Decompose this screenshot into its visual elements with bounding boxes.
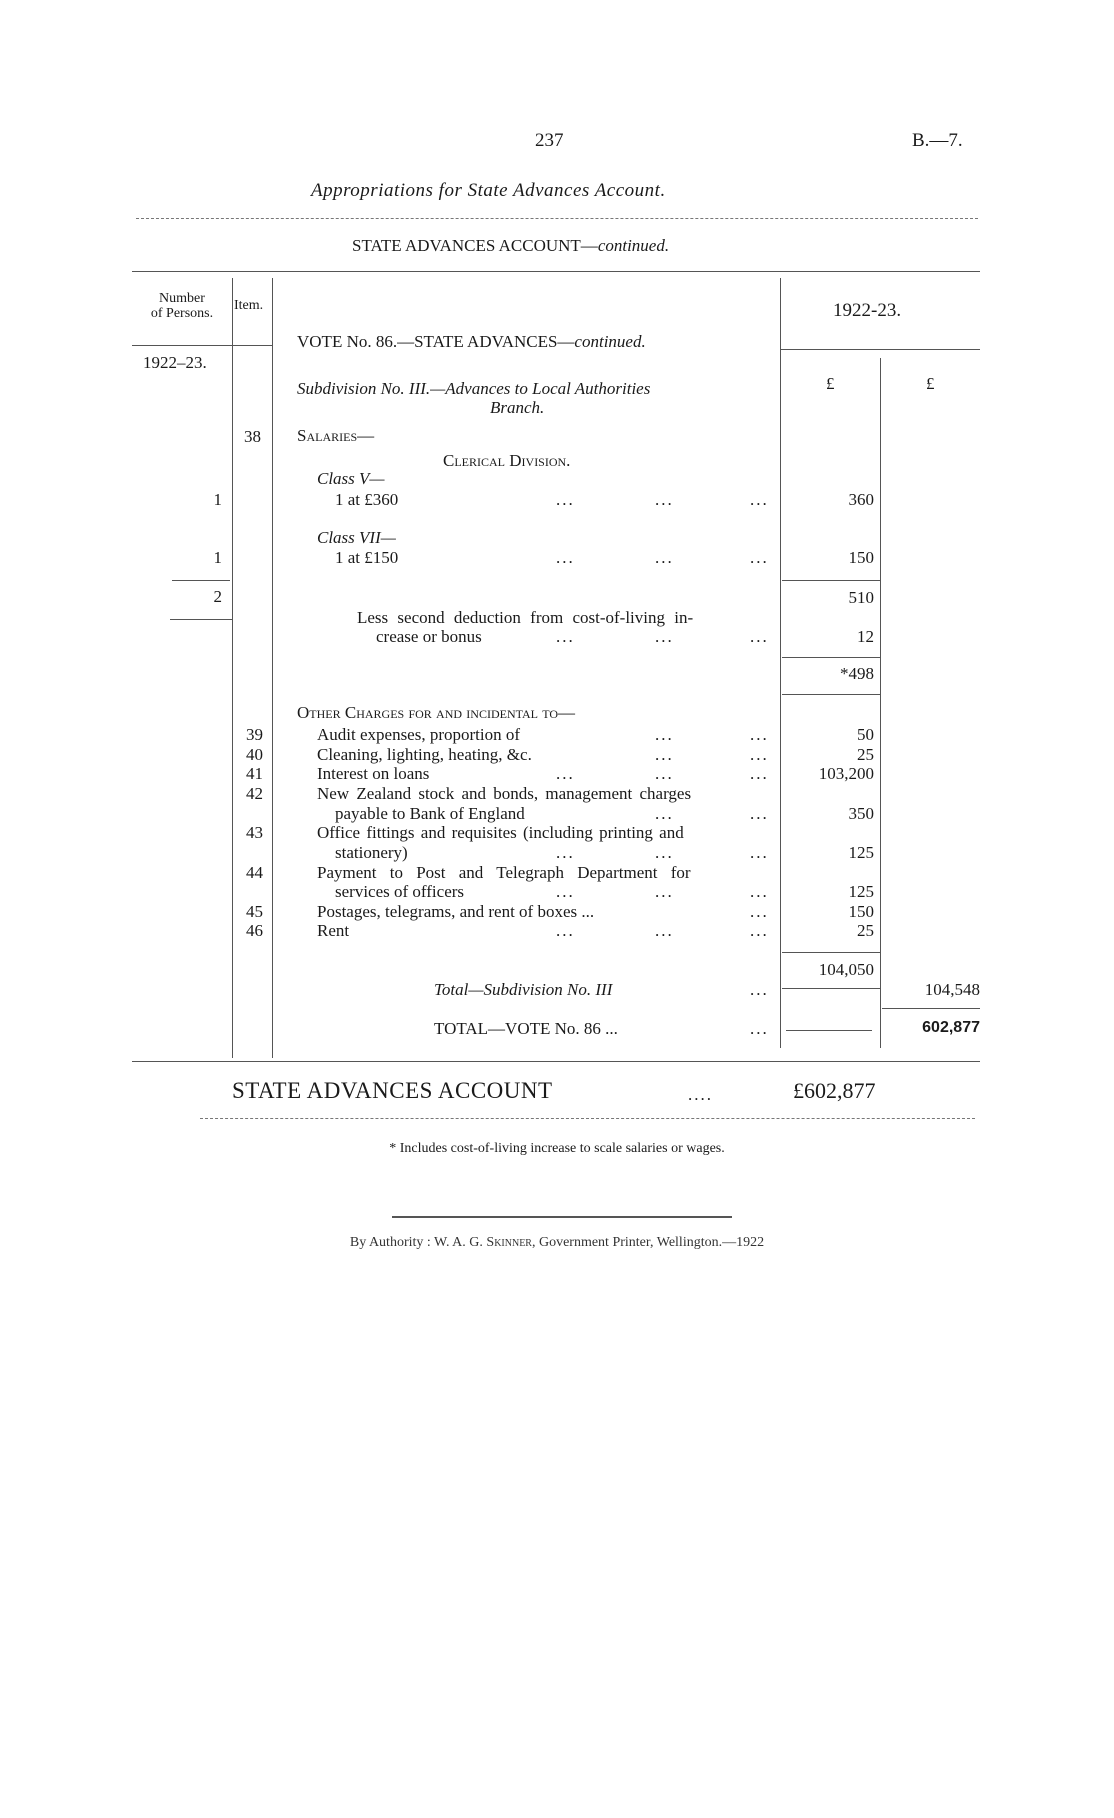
- leader-dots: ...: [556, 921, 575, 940]
- amount-column-left-rule: [780, 278, 781, 1048]
- page-title: Appropriations for State Advances Account.: [311, 180, 666, 201]
- leader-dots: ...: [556, 490, 575, 509]
- salaries-item-number: 38: [244, 427, 261, 446]
- deduction-amount: 12: [857, 627, 874, 646]
- persons-total-rule: [170, 619, 232, 620]
- subdivision-heading-line1: Subdivision No. III.—Advances to Local Authorities: [297, 379, 651, 398]
- charge-description-continued: payable to Bank of England: [335, 804, 525, 823]
- other-charges-heading: Other Charges for and incidental to—: [297, 703, 576, 722]
- subdivision-total-label: Total—Subdivision No. III: [434, 980, 613, 999]
- charge-item-number: 46: [246, 921, 263, 940]
- charge-amount: 125: [848, 843, 874, 862]
- leader-dots: ...: [655, 490, 674, 509]
- class-v-amount: 360: [848, 490, 874, 509]
- charge-description: Postages, telegrams, and rent of boxes ...: [317, 902, 595, 921]
- vote-heading-main: VOTE No. 86.—STATE ADVANCES—: [297, 332, 575, 351]
- amount-subtotal-rule: [782, 580, 880, 581]
- charge-description: Interest on loans: [317, 764, 430, 783]
- leader-dots: ...: [655, 725, 674, 744]
- leader-dots: ...: [655, 882, 674, 901]
- leader-dots: ...: [750, 843, 769, 862]
- leader-dots: ...: [556, 843, 575, 862]
- leader-dots: ...: [655, 804, 674, 823]
- leader-dots: ...: [750, 548, 769, 567]
- item-column-header: Item.: [234, 298, 264, 313]
- net-salaries-rule: [782, 657, 880, 658]
- persons-year: 1922–23.: [143, 353, 207, 372]
- charge-amount: 150: [848, 902, 874, 921]
- item-column-left-rule: [232, 278, 233, 1058]
- charges-total: 104,050: [818, 960, 874, 979]
- page-number: 237: [535, 130, 564, 151]
- leader-dots: ...: [750, 1019, 769, 1038]
- leader-dots: ...: [750, 804, 769, 823]
- summary-amount: £602,877: [793, 1078, 876, 1103]
- imprint-prefix: By Authority : W. A. G.: [349, 1235, 487, 1250]
- leader-dots: ...: [750, 882, 769, 901]
- leader-dots: ...: [655, 627, 674, 646]
- charge-description: Audit expenses, proportion of: [317, 725, 521, 744]
- year-column-header: 1922-23.: [833, 300, 902, 321]
- charge-item-number: 44: [246, 863, 263, 882]
- charge-amount: 25: [857, 921, 874, 940]
- leader-dots: ...: [556, 627, 575, 646]
- persons-subtotal-rule: [172, 580, 230, 581]
- vote-total-label: TOTAL—VOTE No. 86 ...: [434, 1019, 618, 1038]
- charge-amount: 103,200: [818, 764, 874, 783]
- imprint-printer-name: Skinner: [486, 1235, 532, 1250]
- charge-description: Rent: [317, 921, 350, 940]
- class-vii-amount: 150: [848, 548, 874, 567]
- leader-dots: ...: [750, 725, 769, 744]
- charge-amount: 350: [848, 804, 874, 823]
- summary-label: STATE ADVANCES ACCOUNT: [232, 1078, 553, 1103]
- persons-header-line2: of Persons.: [150, 306, 214, 321]
- currency-symbol-2: £: [926, 374, 935, 393]
- charge-description: Payment to Post and Telegraph Department for: [317, 863, 691, 882]
- leader-dots: ...: [556, 764, 575, 783]
- section-title-main: STATE ADVANCES ACCOUNT—: [352, 236, 598, 255]
- persons-column-header: [134, 291, 230, 321]
- vote-heading: [297, 332, 646, 352]
- charge-description-continued: services of officers: [335, 882, 465, 901]
- section-title-continued: continued.: [597, 236, 670, 255]
- charge-item-number: 45: [246, 902, 263, 921]
- charge-item-number: 40: [246, 745, 263, 764]
- clerical-division-heading: Clerical Division.: [443, 451, 571, 470]
- currency-symbol-1: £: [826, 374, 835, 393]
- imprint-rule: [392, 1216, 732, 1218]
- leader-dots: ...: [750, 921, 769, 940]
- leader-dots: ...: [750, 980, 769, 999]
- charge-item-number: 43: [246, 823, 263, 842]
- class-vii-detail: 1 at £150: [335, 548, 399, 567]
- class-v-detail: 1 at £360: [335, 490, 399, 509]
- footnote: * Includes cost-of-living increase to scale salaries or wages.: [389, 1141, 725, 1156]
- item-header-rule: [232, 345, 272, 346]
- leader-dots: ...: [655, 745, 674, 764]
- header-rule: [136, 218, 978, 219]
- leader-dots: ...: [556, 548, 575, 567]
- salaries-subtotal: 510: [848, 588, 874, 607]
- class-vii-heading: Class VII—: [317, 528, 396, 547]
- subdivision-total-amount: 104,548: [924, 980, 980, 999]
- persons-header-rule: [132, 345, 232, 346]
- charge-description: Office fittings and requisites (including printing and: [317, 823, 684, 842]
- charge-description: Cleaning, lighting, heating, &c.: [317, 745, 532, 764]
- persons-header-line1: Number: [159, 291, 205, 306]
- item-column-right-rule: [272, 278, 273, 1058]
- charge-item-number: 41: [246, 764, 263, 783]
- charge-description-continued: stationery): [335, 843, 408, 862]
- amount-column-mid-rule: [880, 358, 881, 1048]
- year-header-rule: [780, 349, 980, 350]
- leader-dots: ...: [655, 548, 674, 567]
- vote-heading-continued: continued.: [574, 332, 646, 351]
- leader-dots: ...: [655, 921, 674, 940]
- vote-total-dash-rule: [786, 1030, 872, 1031]
- charge-description: New Zealand stock and bonds, management charges: [317, 784, 692, 803]
- document-reference: B.—7.: [912, 130, 963, 151]
- table-top-rule: [132, 271, 980, 272]
- summary-dots: ....: [688, 1085, 713, 1104]
- leader-dots: ...: [750, 745, 769, 764]
- deduction-line2: crease or bonus: [376, 627, 482, 646]
- charge-amount: 125: [848, 882, 874, 901]
- deduction-line1: Less second deduction from cost-of-living in-: [357, 608, 694, 627]
- imprint-suffix: , Government Printer, Wellington.—1922: [531, 1235, 765, 1250]
- subdivision-heading-line2: Branch.: [490, 398, 545, 417]
- charge-item-number: 42: [246, 784, 263, 803]
- leader-dots: ...: [655, 843, 674, 862]
- charge-item-number: 39: [246, 725, 263, 744]
- salaries-heading: Salaries—: [297, 426, 375, 445]
- leader-dots: ...: [655, 764, 674, 783]
- leader-dots: ...: [750, 764, 769, 783]
- net-salaries-bottom-rule: [782, 694, 880, 695]
- section-title: [352, 236, 669, 256]
- leader-dots: ...: [556, 882, 575, 901]
- leader-dots: ...: [750, 490, 769, 509]
- subtotal-persons: 2: [213, 587, 222, 606]
- summary-rule: [200, 1118, 975, 1119]
- charge-amount: 25: [857, 745, 874, 764]
- charge-amount: 50: [857, 725, 874, 744]
- subdivision-total-rule: [882, 1008, 980, 1009]
- class-v-persons: 1: [213, 490, 222, 509]
- net-salaries-amount: *498: [840, 664, 874, 683]
- class-v-heading: Class V—: [317, 469, 385, 488]
- class-vii-persons: 1: [213, 548, 222, 567]
- table-bottom-rule: [132, 1061, 980, 1062]
- leader-dots: ...: [750, 627, 769, 646]
- leader-dots: ...: [750, 902, 769, 921]
- charges-total-bottom-rule: [782, 988, 880, 989]
- charges-total-rule: [782, 952, 880, 953]
- vote-total-amount: 602,877: [922, 1019, 980, 1036]
- imprint: [0, 1235, 1114, 1251]
